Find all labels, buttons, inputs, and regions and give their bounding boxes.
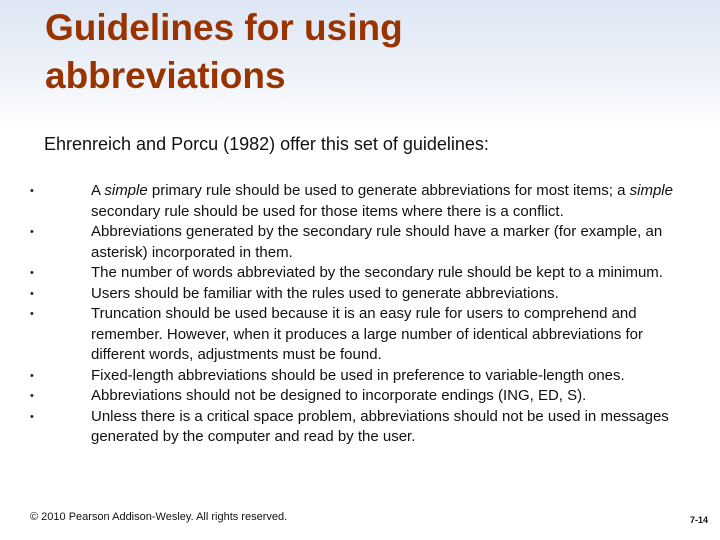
bullet-icon: • — [30, 308, 34, 320]
slide-title — [45, 4, 685, 100]
bullet-text: The number of words abbreviated by the secondary rule should be kept to a minimum. — [91, 264, 663, 281]
list-item — [30, 263, 690, 284]
list-item — [30, 386, 690, 407]
bullet-emphasis: simple — [629, 182, 673, 199]
list-item — [30, 222, 690, 263]
page-number: 7-14 — [689, 515, 708, 525]
bullet-text: Fixed-length abbreviations should be used in preference to variable-length ones. — [91, 366, 625, 384]
bullet-icon: • — [30, 287, 34, 300]
footer-copyright: © 2010 Pearson Addison-Wesley. All rights reserved. — [30, 511, 288, 523]
bullet-icon: • — [30, 410, 34, 423]
bullet-text: Truncation should be used because it is an easy rule for users to comprehend and remember. However, when it produces a large number of identical abbreviations for different words, adjustments must be found. — [91, 305, 643, 363]
bullet-icon: • — [30, 369, 34, 382]
bullet-text-part: secondary rule should be used for those items where there is a conflict. — [91, 202, 564, 220]
bullet-emphasis: simple — [104, 182, 148, 199]
list-item — [30, 407, 690, 448]
intro-text: Ehrenreich and Porcu (1982) offer this set of guidelines: — [44, 134, 489, 154]
bullet-text: Users should be familiar with the rules used to generate abbreviations. — [91, 284, 559, 302]
bullet-text: Abbreviations generated by the secondary rule should have a marker (for example, an asterisk) incorporated in them. — [91, 223, 663, 261]
bullet-text: Unless there is a critical space problem, abbreviations should not be used in messages generated by the computer and read by the user. — [91, 407, 669, 445]
bullet-text-part: A — [91, 182, 105, 199]
list-item — [30, 304, 690, 366]
list-item — [30, 366, 690, 387]
list-item — [30, 181, 690, 222]
slide-title-line-2: abbreviations — [45, 55, 286, 96]
slide-title-line-1: Guidelines for using — [45, 7, 403, 48]
guideline-list — [30, 181, 690, 448]
bullet-icon: • — [30, 390, 34, 402]
bullet-icon: • — [30, 226, 34, 238]
bullet-icon: • — [30, 267, 34, 279]
list-item — [30, 284, 690, 305]
bullet-text: Abbreviations should not be designed to incorporate endings (ING, ED, S). — [91, 387, 587, 404]
bullet-text-part: primary rule should be used to generate abbreviations for most items; a — [147, 182, 630, 199]
bullet-icon: • — [30, 185, 34, 197]
